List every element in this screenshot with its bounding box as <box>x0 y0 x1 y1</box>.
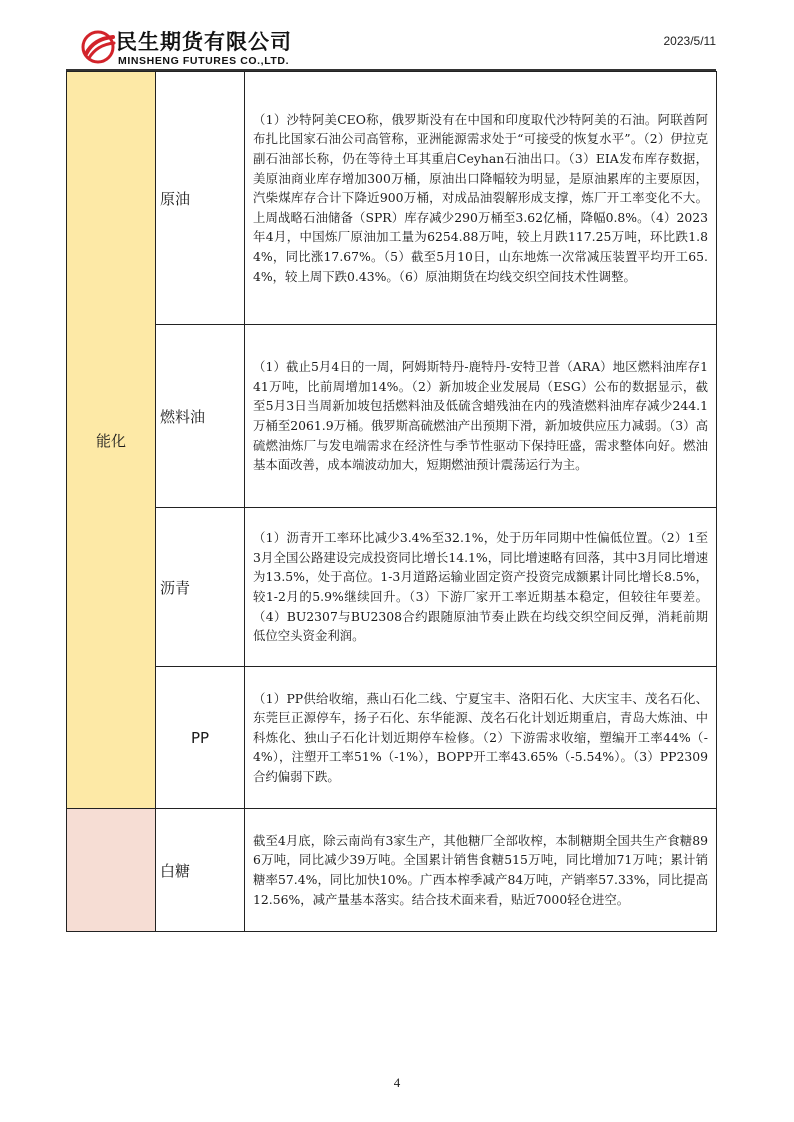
category-cell: 能化 <box>67 72 156 809</box>
brand-name-en: MINSHENG FUTURES CO.,LTD. <box>118 55 290 67</box>
table-row <box>67 508 717 667</box>
page-number: 4 <box>393 1075 401 1090</box>
table-row <box>67 667 717 809</box>
table-row <box>67 325 717 508</box>
product-cell: 白糖 <box>156 809 245 932</box>
brand-name-cn: 民生期货有限公司 <box>116 30 292 54</box>
product-cell: 燃料油 <box>156 325 245 508</box>
commentary-cell: （1）PP供给收缩，燕山石化二线、宁夏宝丰、洛阳石化、大庆宝丰、茂名石化、东莞巨正源停车，扬子石化、东华能源、茂名石化计划近期重启，青岛大炼油、中科炼化、独山子石化计划近期停车检修。（2）下游需求收缩，塑编开工率44%（-4%），注塑开工率51%（-1%），BOPP开工率43.65%（-5.54%）。（3）PP2309合约偏弱下跌。 <box>245 667 717 809</box>
commentary-cell: （1）截止5月4日的一周，阿姆斯特丹-鹿特丹-安特卫普（ARA）地区燃料油库存141万吨，比前周增加14%。（2）新加坡企业发展局（ESG）公布的数据显示，截至5月3日当周新加坡包括燃料油及低硫含蜡残油在内的残渣燃料油库存减少244.1万桶至2061.9万桶。俄罗斯高硫燃油产出预期下滑，新加坡供应压力减弱。（3）高硫燃油炼厂与发电端需求在经济性与季节性驱动下保持旺盛，需求整体向好。燃油基本面改善，成本端波动加大，短期燃油预计震荡运行为主。 <box>245 325 717 508</box>
commodity-table <box>66 71 717 932</box>
product-cell: PP <box>156 667 245 809</box>
category-cell <box>67 809 156 932</box>
commentary-cell: （1）沥青开工率环比减少3.4%至32.1%，处于历年同期中性偏低位置。（2）1至3月全国公路建设完成投资同比增长14.1%，同比增速略有回落，其中3月同比增速为13.5%，处于高位。1-3月道路运输业固定资产投资完成额累计同比增长8.5%，较1-2月的5.9%继续回升。（3）下游厂家开工率近期基本稳定，但较往年要差。（4）BU2307与BU2308合约跟随原油节奏止跌在均线交织空间反弹，消耗前期低位空头资金利润。 <box>245 508 717 667</box>
commentary-cell: （1）沙特阿美CEO称，俄罗斯没有在中国和印度取代沙特阿美的石油。阿联酋阿布扎比国家石油公司高管称，亚洲能源需求处于“可接受的恢复水平”。（2）伊拉克副石油部长称，仍在等待土耳其重启Ceyhan石油出口。（3）EIA发布库存数据，美原油商业库存增加300万桶，原油出口降幅较为明显，是原油累库的主要原因，汽柴煤库存合计下降近900万桶，对成品油裂解形成支撑，炼厂开工率变化不大。上周战略石油储备（SPR）库存减少290万桶至3.62亿桶，降幅0.8%。（4）2023年4月，中国炼厂原油加工量为6254.88万吨，较上月跌117.25万吨，环比跌1.84%，同比涨17.67%。（5）截至5月10日，山东地炼一次常减压装置平均开工65.4%，较上周下跌0.43%。（6）原油期货在均线交织空间技术性调整。 <box>245 72 717 325</box>
report-date: 2023/5/11 <box>663 34 716 48</box>
table-row <box>67 809 717 932</box>
page-header <box>80 24 720 72</box>
table-row <box>67 72 717 325</box>
product-cell: 沥青 <box>156 508 245 667</box>
commentary-cell: 截至4月底，除云南尚有3家生产，其他糖厂全部收榨，本制糖期全国共生产食糖896万吨，同比减少39万吨。全国累计销售食糖515万吨，同比增加71万吨；累计销糖率57.4%，同比加快10%。广西本榨季减产84万吨，产销率57.33%，同比提高12.56%，减产量基本落实。结合技术面来看，贴近7000轻仓进空。 <box>245 809 717 932</box>
product-cell: 原油 <box>156 72 245 325</box>
minsheng-logo-icon <box>80 28 116 64</box>
